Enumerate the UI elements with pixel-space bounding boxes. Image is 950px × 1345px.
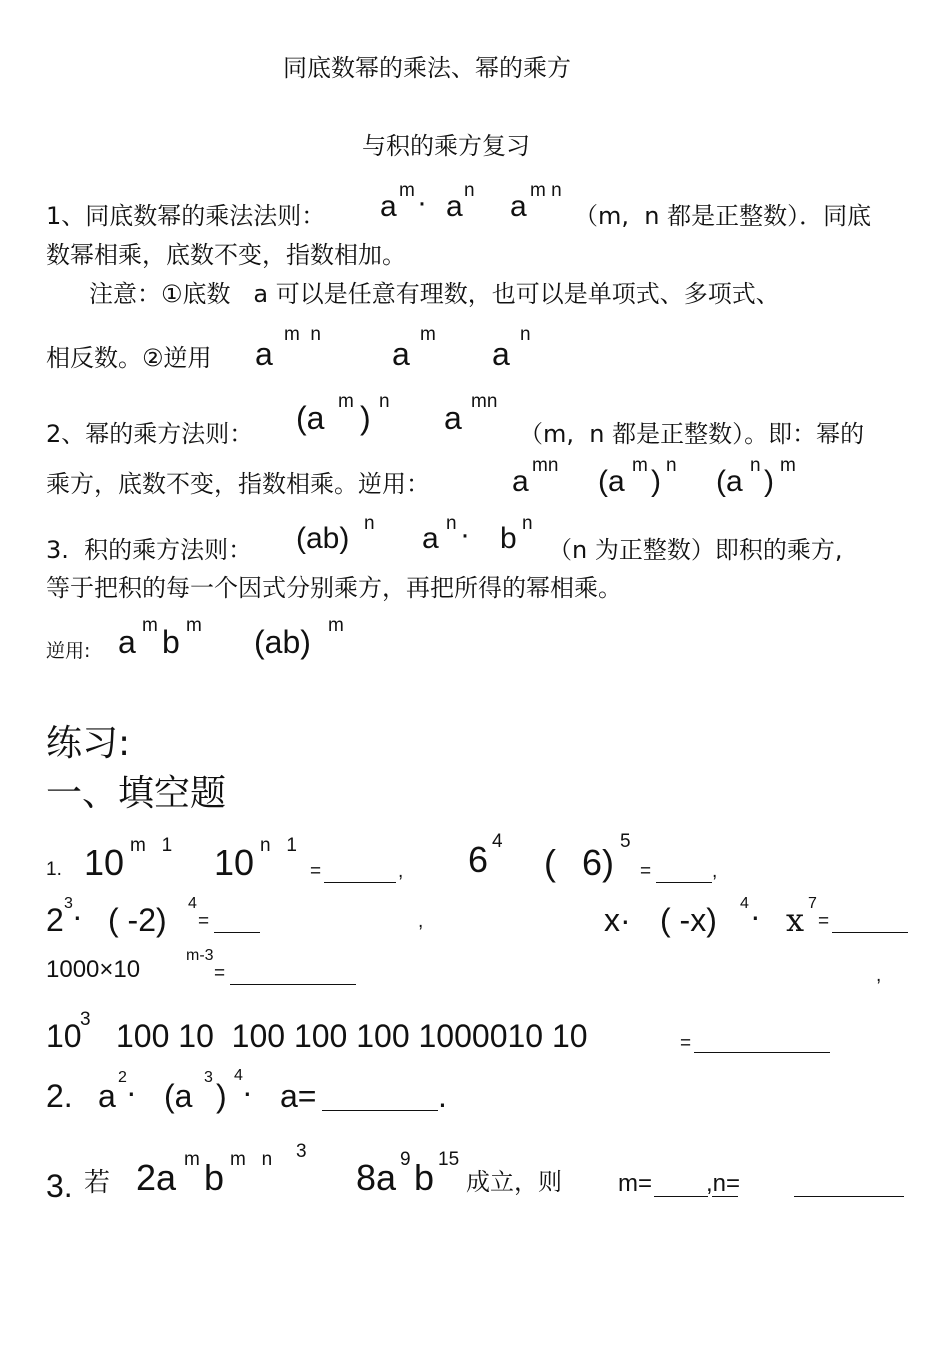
formula-exponent: 4 bbox=[234, 1067, 243, 1084]
n-underline bbox=[712, 1196, 738, 1197]
formula-base: 10 bbox=[84, 842, 125, 883]
formula-exponent: n bbox=[666, 455, 677, 476]
equals-sign: = bbox=[310, 861, 322, 882]
rule1-inverse-label: 相反数。②逆用 bbox=[46, 344, 212, 372]
formula-exponent: m bbox=[142, 615, 158, 636]
formula-exponent: m n bbox=[230, 1149, 273, 1170]
formula-base: b bbox=[500, 522, 517, 555]
formula-base: a bbox=[510, 190, 527, 223]
formula-exponent: m bbox=[338, 391, 354, 412]
formula-exponent: 9 bbox=[400, 1149, 411, 1170]
formula-dot: · bbox=[126, 1074, 137, 1110]
formula-base: a bbox=[118, 624, 136, 660]
answer-blank[interactable] bbox=[832, 932, 908, 933]
formula-exponent: n bbox=[379, 391, 390, 412]
formula-base: a bbox=[255, 336, 273, 372]
formula-exponent: m n bbox=[530, 180, 562, 201]
rule3-continuation: 等于把积的每一个因式分别乘方，再把所得的幂相乘。 bbox=[46, 574, 622, 602]
formula-base: a bbox=[380, 190, 397, 223]
formula-exponent: 15 bbox=[438, 1149, 460, 1170]
formula-paren: ) bbox=[651, 465, 661, 498]
question-text: 若 bbox=[84, 1168, 111, 1198]
rule3-inverse-label: 逆用: bbox=[46, 640, 91, 662]
formula-dot: · bbox=[750, 898, 761, 934]
formula-exponent: 2 bbox=[118, 1069, 127, 1086]
formula-exponent: n bbox=[750, 455, 761, 476]
formula-exponent: 4 bbox=[492, 831, 503, 852]
formula-base: 10 bbox=[46, 1018, 82, 1054]
formula-exponent: m 1 bbox=[130, 835, 173, 856]
formula-base: a bbox=[98, 1078, 116, 1114]
formula-base: a bbox=[492, 336, 510, 372]
answer-blank[interactable] bbox=[230, 984, 356, 985]
formula-exponent: m bbox=[184, 1149, 200, 1170]
formula-exponent: m bbox=[632, 455, 648, 476]
rule2-continuation: 乘方，底数不变，指数相乘。逆用： bbox=[46, 470, 430, 498]
formula-exponent: 4 bbox=[188, 895, 197, 912]
formula-exponent: m bbox=[186, 615, 202, 636]
formula-dot: · bbox=[72, 898, 83, 934]
section-heading: 一、填空题 bbox=[46, 773, 227, 814]
formula-base: 6 bbox=[468, 839, 489, 880]
rule1-continuation: 数幂相乘，底数不变，指数相加。 bbox=[46, 241, 406, 269]
comma: , bbox=[712, 861, 718, 882]
formula-exponent: m bbox=[780, 455, 796, 476]
formula-base: ( -2) bbox=[108, 902, 167, 938]
formula-base: 6) bbox=[582, 842, 615, 883]
formula-base: (a bbox=[164, 1078, 193, 1114]
equals-sign: = bbox=[680, 1033, 692, 1054]
answer-blank[interactable] bbox=[322, 1110, 438, 1111]
formula-exponent: n bbox=[520, 324, 531, 345]
question-number: 1. bbox=[46, 859, 62, 880]
formula-base: (ab) bbox=[296, 522, 350, 555]
formula-exponent: n bbox=[522, 513, 533, 534]
formula-base: (a bbox=[716, 465, 743, 498]
answer-blank[interactable] bbox=[214, 932, 260, 933]
formula-paren: ) bbox=[764, 465, 774, 498]
question-number: 3. bbox=[46, 1168, 73, 1204]
formula-base: 2a bbox=[136, 1157, 177, 1198]
page-title-line1: 同底数幂的乘法、幂的乘方 bbox=[283, 54, 571, 82]
formula-base: b bbox=[204, 1157, 225, 1198]
rule2-condition: （m, n 都是正整数）。即：幂的 bbox=[519, 420, 865, 448]
n-label: ,n= bbox=[706, 1170, 741, 1197]
question-text: 成立，则 bbox=[466, 1168, 562, 1196]
answer-blank[interactable] bbox=[324, 882, 396, 883]
equals-sign: = bbox=[640, 861, 652, 882]
formula-exponent: n bbox=[364, 513, 375, 534]
formula-base: (a bbox=[598, 465, 625, 498]
formula-base: b bbox=[162, 624, 180, 660]
answer-blank[interactable] bbox=[694, 1052, 830, 1053]
formula-paren: ) bbox=[360, 400, 371, 436]
comma: , bbox=[398, 861, 404, 882]
formula-base: x· bbox=[604, 902, 631, 938]
rule1-lead: 1、同底数幂的乘法法则： bbox=[46, 202, 326, 230]
formula-base: 8a bbox=[356, 1157, 397, 1198]
formula-base: a bbox=[422, 522, 439, 555]
formula-base: b bbox=[414, 1157, 435, 1198]
rule2-lead: 2、幂的乘方法则： bbox=[46, 420, 254, 448]
formula-base: 2 bbox=[46, 902, 64, 938]
formula-base: x bbox=[786, 901, 805, 939]
rule1-note: 注意：①底数 a 可以是任意有理数，也可以是单项式、多项式、 bbox=[89, 280, 780, 308]
page-title-line2: 与积的乘方复习 bbox=[362, 132, 530, 160]
formula-exponent: n bbox=[446, 513, 457, 534]
formula-exponent: 3 bbox=[296, 1141, 307, 1162]
formula-exponent: 3 bbox=[80, 1009, 91, 1030]
comma: , bbox=[418, 911, 424, 932]
rule3-lead: 3. 积的乘方法则： bbox=[46, 536, 253, 564]
rule3-condition: （n 为正整数）即积的乘方, bbox=[548, 536, 843, 564]
formula-text: 1000×10 bbox=[46, 956, 141, 983]
formula-exponent: m-3 bbox=[186, 947, 214, 964]
formula-exponent: 5 bbox=[620, 831, 631, 852]
formula-exponent: m n bbox=[284, 324, 321, 345]
period: . bbox=[438, 1078, 447, 1114]
formula-exponent: m bbox=[399, 180, 415, 201]
formula-base: (ab) bbox=[254, 624, 311, 660]
formula-base: ( -x) bbox=[660, 902, 717, 938]
formula-text: 100 10 100 100 100 1000010 10 bbox=[116, 1018, 588, 1054]
practice-heading: 练习: bbox=[46, 723, 131, 764]
formula-paren: ) bbox=[216, 1078, 227, 1114]
answer-blank[interactable] bbox=[656, 882, 712, 883]
rule1-condition: （m, n 都是正整数）．同底 bbox=[574, 202, 872, 230]
formula-base: a bbox=[444, 400, 462, 436]
equals-sign: = bbox=[818, 911, 830, 932]
formula-exponent: 3 bbox=[64, 895, 73, 912]
formula-dot: · bbox=[242, 1074, 253, 1110]
formula-dot: · bbox=[417, 186, 427, 219]
formula-exponent: mn bbox=[471, 391, 498, 412]
formula-exponent: n bbox=[464, 180, 475, 201]
formula-base: (a bbox=[296, 400, 325, 436]
answer-blank-m[interactable] bbox=[654, 1196, 708, 1197]
formula-base: a bbox=[512, 465, 529, 498]
m-label: m= bbox=[618, 1170, 653, 1197]
formula-exponent: 7 bbox=[808, 895, 817, 912]
formula-exponent: n 1 bbox=[260, 835, 297, 856]
formula-paren: ( bbox=[544, 842, 556, 883]
equals-sign: = bbox=[198, 911, 210, 932]
formula-exponent: 3 bbox=[204, 1069, 213, 1086]
formula-exponent: m bbox=[328, 615, 344, 636]
formula-dot: · bbox=[460, 518, 470, 551]
formula-base: a bbox=[392, 336, 410, 372]
formula-text: a= bbox=[280, 1078, 317, 1114]
comma: , bbox=[876, 965, 882, 986]
formula-exponent: 4 bbox=[740, 895, 749, 912]
question-number: 2. bbox=[46, 1078, 73, 1114]
answer-blank-n[interactable] bbox=[794, 1196, 904, 1197]
equals-sign: = bbox=[214, 963, 226, 984]
formula-base: a bbox=[446, 190, 463, 223]
formula-exponent: mn bbox=[532, 455, 559, 476]
formula-exponent: m bbox=[420, 324, 436, 345]
formula-base: 10 bbox=[214, 842, 255, 883]
